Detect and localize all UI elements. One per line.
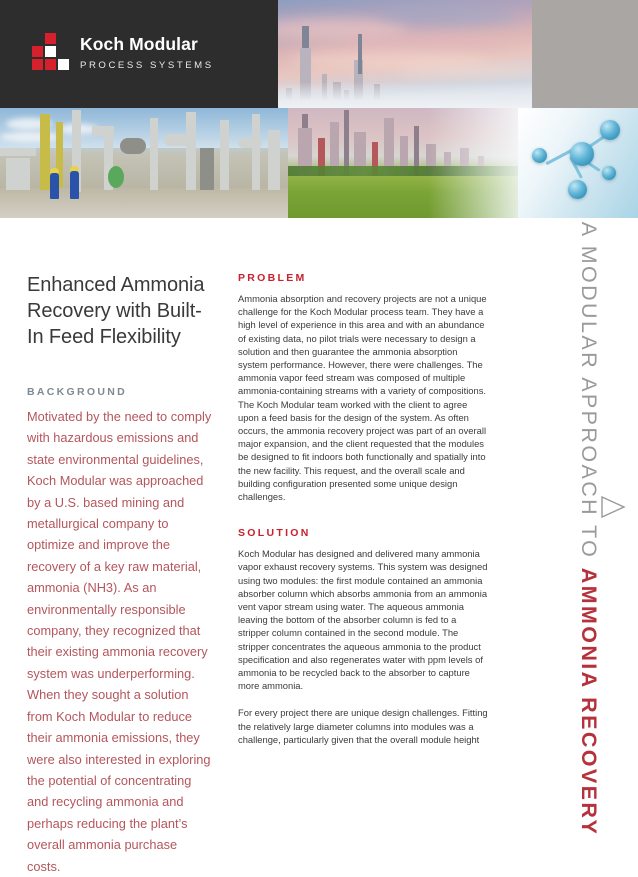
section-label-solution: SOLUTION xyxy=(238,527,311,540)
background-paragraph: Motivated by the need to comply with hazardous emissions and state environmental guidelines, Koch Modular was approached by a U.S. based mining and metallurgical company to optimize and improve the recovery of a key raw material, ammonia (NH3). As an environmentally responsible company, they recognized that their existing ammonia recovery system was underperforming. When they sought a solution from Koch Modular to reduce their ammonia emissions, they were also interested in exploring the potential of concentrating and recycling ammonia and perhaps reducing the plant’s overall ammonia purchase costs. xyxy=(27,409,212,874)
koch-square-grid-logo-icon xyxy=(32,33,69,74)
industrial-plant-workers-photo xyxy=(0,108,288,218)
brand-tagline: PROCESS SYSTEMS xyxy=(80,59,214,71)
page-title: Enhanced Ammonia Recovery with Built-In Feed Flexibility xyxy=(27,274,205,348)
side-title-line-2: AMMONIA RECOVERY xyxy=(577,567,601,837)
solution-paragraph-2: For every project there are unique design challenges. Fitting the relatively large diameter columns into modules was a challenge, particularly given that the overall module height xyxy=(238,707,488,745)
solution-section xyxy=(238,527,488,746)
left-column xyxy=(27,272,213,877)
page-header-band xyxy=(0,0,638,108)
solution-paragraph-1: Koch Modular has designed and delivered many ammonia vapor exhaust recovery systems. This system was designed using two modules: the first module contained an ammonia absorber column which absorbs ammonia from an ammonia vent vapor stream using water. The aqueous ammonia leaving the bottom of the absorber column is fed to a stripper column contained in the second module. The stripper concentrates the aqueous ammonia to the product specification and also regenerates water with ppm levels of ammonia to be recycled back to the absorber to capture more ammonia. xyxy=(238,548,488,692)
brand-panel xyxy=(0,0,278,108)
problem-section xyxy=(238,272,488,503)
section-label-problem: PROBLEM xyxy=(238,272,307,284)
brand-logo[interactable] xyxy=(32,33,278,74)
blue-molecule-render xyxy=(518,108,638,218)
sunset-refinery-photo xyxy=(278,0,532,108)
vertical-side-title xyxy=(566,221,612,837)
brand-text xyxy=(80,35,278,73)
brand-name: Koch Modular xyxy=(80,33,198,54)
section-label-background: BACKGROUND xyxy=(27,386,127,398)
problem-paragraph: Ammonia absorption and recovery projects are not a unique challenge for the Koch Modular process team. They have a high level of experience in this area and with an abundance of existing data, no pilot trials were necessary to design a solution and then guarantee the ammonia absorption system performance. However, there were challenges. The ammonia vapor feed stream was composed of multiple ammonia-containing streams with a variety of compositions. The Koch Modular team worked with the client to agree upon a feed basis for the design of the system. As often occurs, the ammonia recovery project was part of an overall major expansion, and the client requested that the modules be designed to fit indoors both functionally and spatially into the new facility. This request, and the overall scale and building configuration presented some unique design challenges. xyxy=(238,293,487,503)
middle-column xyxy=(238,272,488,746)
hero-image-strip xyxy=(0,108,638,218)
side-title-line-1: A MODULAR APPROACH TO xyxy=(577,221,601,560)
article-body xyxy=(0,218,638,874)
refinery-green-field-photo xyxy=(288,108,518,218)
vertical-side-title-text xyxy=(576,222,602,836)
header-gray-block xyxy=(532,0,638,108)
